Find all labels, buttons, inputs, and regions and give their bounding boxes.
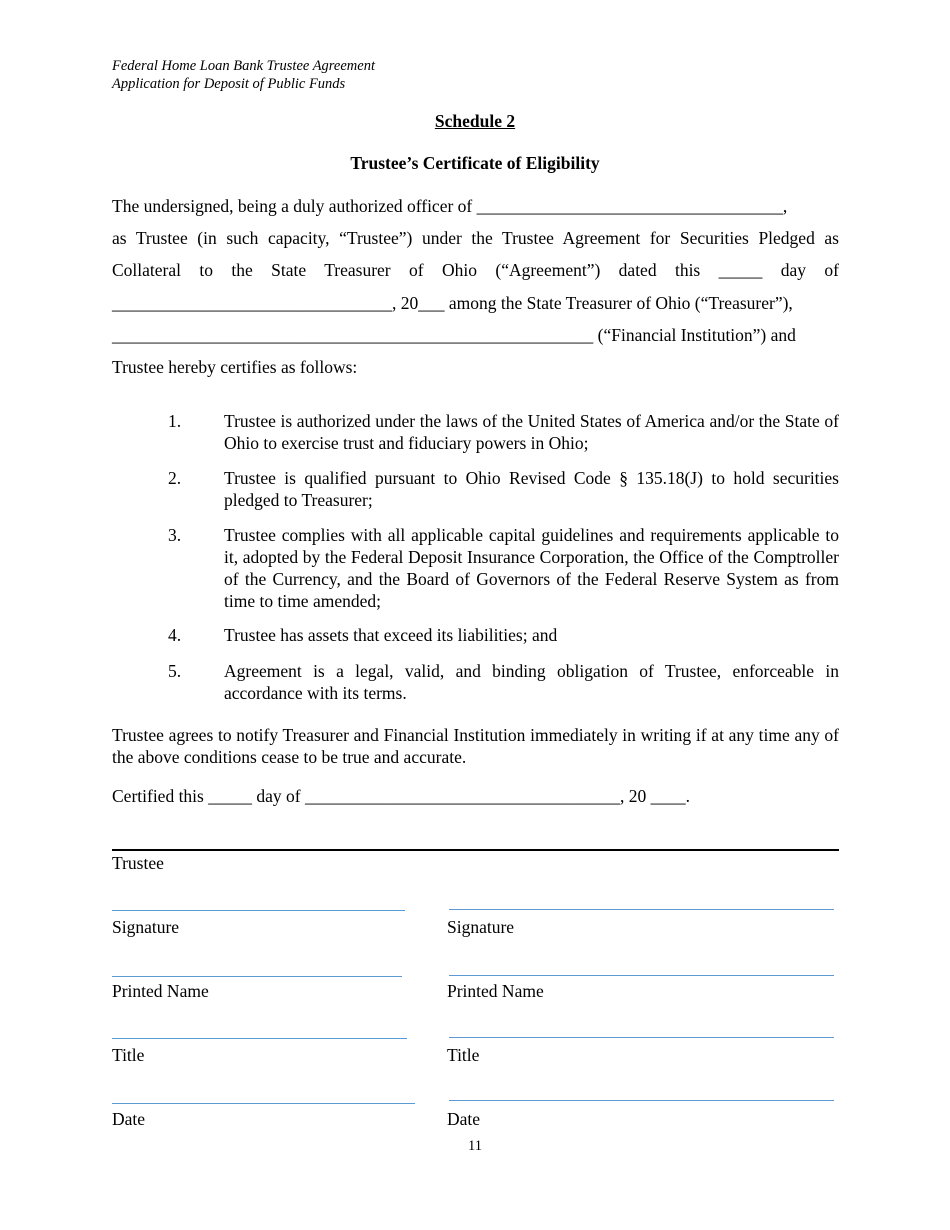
left-title-label: Title [112,1045,145,1065]
item-text-5: Agreement is a legal, valid, and binding obligation of Trustee, enforceable in accordance with its terms. [224,661,839,703]
intro-line-6: Trustee hereby certifies as follows: [112,357,358,377]
item-text-2: Trustee is qualified pursuant to Ohio Revised Code § 135.18(J) to hold securities pledged to Treasurer; [224,468,839,510]
certificate-title: Trustee’s Certificate of Eligibility [350,153,600,173]
item-number-5: 5. [168,661,182,681]
header-line-2: Application for Deposit of Public Funds [112,76,346,92]
item-number-1: 1. [168,411,182,431]
schedule-title [0,111,950,132]
left-date-line[interactable] [112,1103,415,1104]
schedule-title-text: Schedule 2 [434,111,516,131]
header-line-1: Federal Home Loan Bank Trustee Agreement [112,58,375,74]
right-signature-line[interactable] [449,909,834,910]
right-title-label: Title [447,1045,480,1065]
intro-line-5: _______________________________________________________ (“Financial Institution”) and [112,325,796,345]
item-number-2: 2. [168,468,182,488]
right-date-line[interactable] [449,1100,834,1101]
item-text-1: Trustee is authorized under the laws of the United States of America and/or the State of Ohio to exercise trust and fiduciary powers in Ohio; [224,411,839,453]
right-printed-name-line[interactable] [449,975,834,976]
intro-line-3: Collateral to the State Treasurer of Ohio (“Agreement”) dated this _____ day of [112,260,839,280]
item-number-4: 4. [168,625,182,645]
right-printed-name-label: Printed Name [447,981,544,1001]
right-date-label: Date [447,1109,481,1129]
item-number-3: 3. [168,525,182,545]
intro-line-1: The undersigned, being a duly authorized officer of ___________________________________, [112,196,788,216]
left-signature-label: Signature [112,917,180,937]
intro-line-2: as Trustee (in such capacity, “Trustee”) under the Trustee Agreement for Securities Pledged as [112,228,839,248]
trustee-rule [112,849,839,851]
certified-line: Certified this _____ day of ____________________________________, 20 ____. [112,786,690,806]
trustee-label: Trustee [112,853,164,873]
left-date-label: Date [112,1109,146,1129]
left-printed-name-line[interactable] [112,976,402,977]
intro-line-4: ________________________________, 20___ among the State Treasurer of Ohio (“Treasurer”), [112,293,793,313]
item-text-4: Trustee has assets that exceed its liabilities; and [224,625,558,645]
left-title-line[interactable] [112,1038,407,1039]
left-signature-line[interactable] [112,910,405,911]
page-number: 11 [468,1138,482,1154]
right-signature-label: Signature [447,917,515,937]
left-printed-name-label: Printed Name [112,981,209,1001]
notify-paragraph: Trustee agrees to notify Treasurer and Financial Institution immediately in writing if at any time any of the above conditions cease to be true and accurate. [112,725,839,767]
item-text-3: Trustee complies with all applicable capital guidelines and requirements applicable to it, adopted by the Federal Deposit Insurance Corporation, the Office of the Comptroller of the Currency, and the Board of Governors of the Federal Reserve System as from time to time amended; [224,525,839,611]
right-title-line[interactable] [449,1037,834,1038]
